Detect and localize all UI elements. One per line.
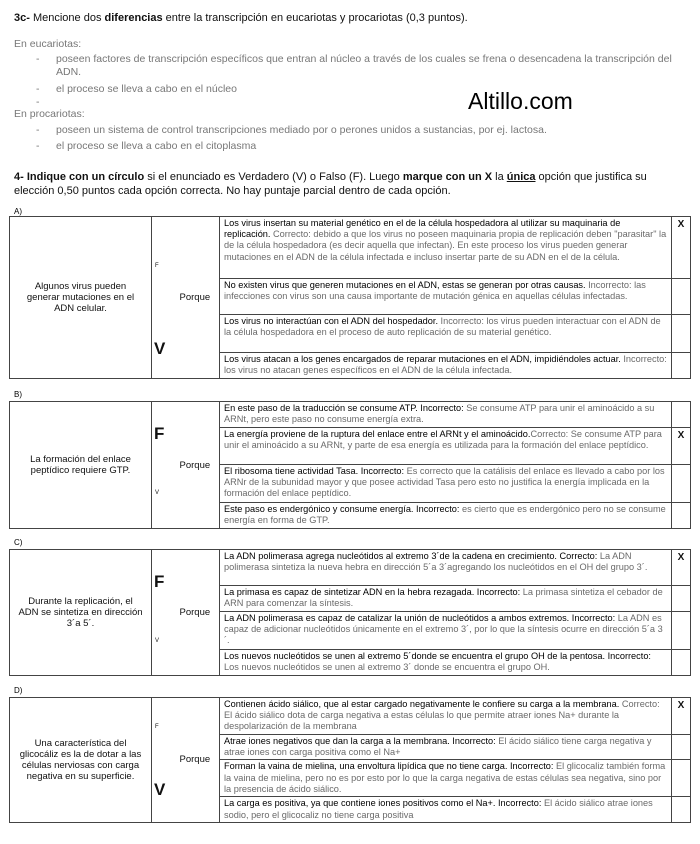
true-false-cell[interactable] [152,550,178,676]
mark-cell[interactable] [672,735,691,760]
bullet: - [36,124,40,136]
statement: Algunos virus pueden generar mutaciones en el ADN celular. [10,217,152,379]
prokaryote-item-2: el proceso se lleva a cabo en el citoplasma [56,140,257,152]
option-3[interactable]: La ADN polimerasa es capaz de catalizar la unión de nucleótidos a ambos extremos. Incorrecto: La ADN es capaz de adicionar nucleótidos únicamente en el extremo 3´, por lo que la síntesis ocurre en dirección 5´a 3´. [220,612,672,650]
section-letter-a: A) [14,207,22,216]
mark-cell[interactable] [672,760,691,797]
option-3[interactable]: Forman la vaina de mielina, una envoltura lipídica que no tiene carga. Incorrecto: El glicocaliz también forma la vaina de mielina, pero no es por esto por lo que la carga negativa de estas células sea negativa, sino por la presencia de ácido siálico. [220,760,672,797]
porque-label: Porque [178,698,220,823]
true-option[interactable]: V [155,490,160,496]
eukaryote-item-1: poseen factores de transcripción específicos que entran al núcleo a través de los cuales se frena o desencadena la transcripción del ADN. [56,53,672,78]
prokaryote-label: En procariotas: [14,108,85,120]
question-3c-title: 3c- Mencione dos diferencias entre la transcripción en eucariotas y procariotas (0,3 puntos). [14,12,468,24]
mark-cell[interactable]: X [672,428,691,465]
mark-cell[interactable] [672,503,691,529]
true-option-circled[interactable]: V [154,339,166,358]
section-d-table [9,697,691,823]
statement: La formación del enlace peptídico requiere GTP. [10,402,152,529]
true-false-cell[interactable] [152,698,178,823]
question-4-instructions: 4- Indique con un círculo si el enunciado es Verdadero (V) o Falso (F). Luego marque con un X la única opción que justifica su elección 0,50 puntos cada opción correcta. No hay puntaje parcial dentro de cada opción. [14,171,647,197]
false-option-circled[interactable]: F [154,572,165,591]
option-3[interactable]: El ribosoma tiene actividad Tasa. Incorrecto: Es correcto que la catálisis del enlace es llevado a cabo por los ARNr de la subunidad mayor y que posee actividad Tasa pero esto no justifica la energía implicada en la formación del enlace peptídico. [220,465,672,503]
section-letter-b: B) [14,390,22,399]
statement: Una característica del glicocáliz es la de dotar a las células nerviosas con carga negativa en su superficie. [10,698,152,823]
section-letter-d: D) [14,686,23,695]
bullet: - [36,83,40,95]
bullet: - [36,140,40,152]
option-2[interactable]: No existen virus que generen mutaciones en el ADN, estas se generan por otras causas. Incorrecto: las infecciones con virus son una causa importante de mutación génica en aquellas células infectadas. [220,279,672,315]
question-number: 3c- [14,12,30,24]
porque-label: Porque [178,550,220,676]
option-4[interactable]: Este paso es endergónico y consume energía. Incorrecto: es cierto que es endergónico pero no se consume energía en forma de GTP. [220,503,672,529]
option-1[interactable]: En este paso de la traducción se consume ATP. Incorrecto: Se consume ATP para unir el aminoácido a su ARNt, pero este paso no consume energía extra. [220,402,672,428]
mark-cell[interactable]: X [672,217,691,279]
mark-cell[interactable] [672,315,691,353]
mark-cell[interactable] [672,279,691,315]
mark-cell[interactable]: X [672,550,691,586]
false-option-circled[interactable]: F [154,424,165,443]
option-2[interactable]: La energía proviene de la ruptura del enlace entre el ARNt y el aminoácido.Correcto: Se consume ATP para unir el aminoácido a su ARNt, y parte de esa energía es utilizada para la formación del enlace peptídico. [220,428,672,465]
altillo-watermark: Altillo.com [468,88,573,114]
porque-label: Porque [178,402,220,529]
option-1[interactable]: La ADN polimerasa agrega nucleótidos al extremo 3´de la cadena en crecimiento. Correcto: La ADN polimerasa sintetiza la nueva hebra en dirección 5´a 3´agregando los nucleótidos en el OH del grupo 3´. [220,550,672,586]
false-option[interactable]: F [155,263,159,269]
true-option[interactable]: V [155,638,160,644]
option-1[interactable]: Contienen ácido siálico, que al estar cargado negativamente le confiere su carga a la membrana. Correcto: El ácido siálico dota de carga negativa a estas células lo que permite atraer iones Na+ durante la despolarización de la membrana [220,698,672,735]
porque-label: Porque [178,217,220,379]
section-letter-c: C) [14,538,23,547]
bullet: - [36,96,40,108]
eukaryote-label: En eucariotas: [14,38,82,50]
mark-cell[interactable] [672,465,691,503]
section-c-table [9,549,691,676]
option-1[interactable]: Los virus insertan su material genético en el de la célula hospedadora al utilizar su maquinaria de replicación. Correcto: debido a que los virus no poseen maquinaria propia de replicación deben "parasitar" la de la célula hospedadora (es decir aquella que infectan). En este proceso los virus pueden generar mutaciones en el ADN de la célula infectada e incluso insertar parte de su ADN en el de la célula. [220,217,672,279]
statement: Durante la replicación, el ADN se sintetiza en dirección 3´a 5´. [10,550,152,676]
option-3[interactable]: Los virus no interactúan con el ADN del hospedador. Incorrecto: los virus pueden interactuar con el ADN de la célula hospedadora en el proceso de auto replicación de su material genético. [220,315,672,353]
mark-cell[interactable] [672,353,691,379]
option-4[interactable]: Los virus atacan a los genes encargados de reparar mutaciones en el ADN, impidiéndoles actuar. Incorrecto: los virus no atacan genes específicos en el ADN de la célula infectada. [220,353,672,379]
mark-cell[interactable] [672,797,691,822]
bullet: - [36,53,40,65]
true-false-cell[interactable] [152,217,178,379]
prokaryote-item-1: poseen un sistema de control transcripciones mediado por o perones unidos a sustancias, por ej. lactosa. [56,124,547,136]
mark-cell[interactable]: X [672,698,691,735]
true-false-cell[interactable] [152,402,178,529]
option-4[interactable]: La carga es positiva, ya que contiene iones positivos como el Na+. Incorrecto: El ácido siálico atrae iones sodio, pero el glicocaliz no tiene carga positiva [220,797,672,822]
mark-cell[interactable] [672,650,691,676]
false-option[interactable]: F [155,724,159,730]
section-b-table [9,401,691,529]
emphasis: diferencias [104,12,163,24]
mark-cell[interactable] [672,612,691,650]
option-2[interactable]: Atrae iones negativos que dan la carga a la membrana. Incorrecto: El ácido siálico tiene carga negativa y atrae iones con carga positiva como el Na+ [220,735,672,760]
true-option-circled[interactable]: V [154,780,166,799]
option-4[interactable]: Los nuevos nucleótidos se unen al extremo 5´donde se encuentra el grupo OH de la pentosa. Incorrecto: Los nuevos nucleótidos se unen al extremo 3´ donde se encuentra el grupo OH. [220,650,672,676]
section-a-table [9,216,691,379]
mark-cell[interactable] [672,402,691,428]
mark-cell[interactable] [672,586,691,612]
option-2[interactable]: La primasa es capaz de sintetizar ADN en la hebra rezagada. Incorrecto: La primasa sintetiza el cebador de ARN para comenzar la síntesis. [220,586,672,612]
eukaryote-item-2: el proceso se lleva a cabo en el núcleo [56,83,237,95]
